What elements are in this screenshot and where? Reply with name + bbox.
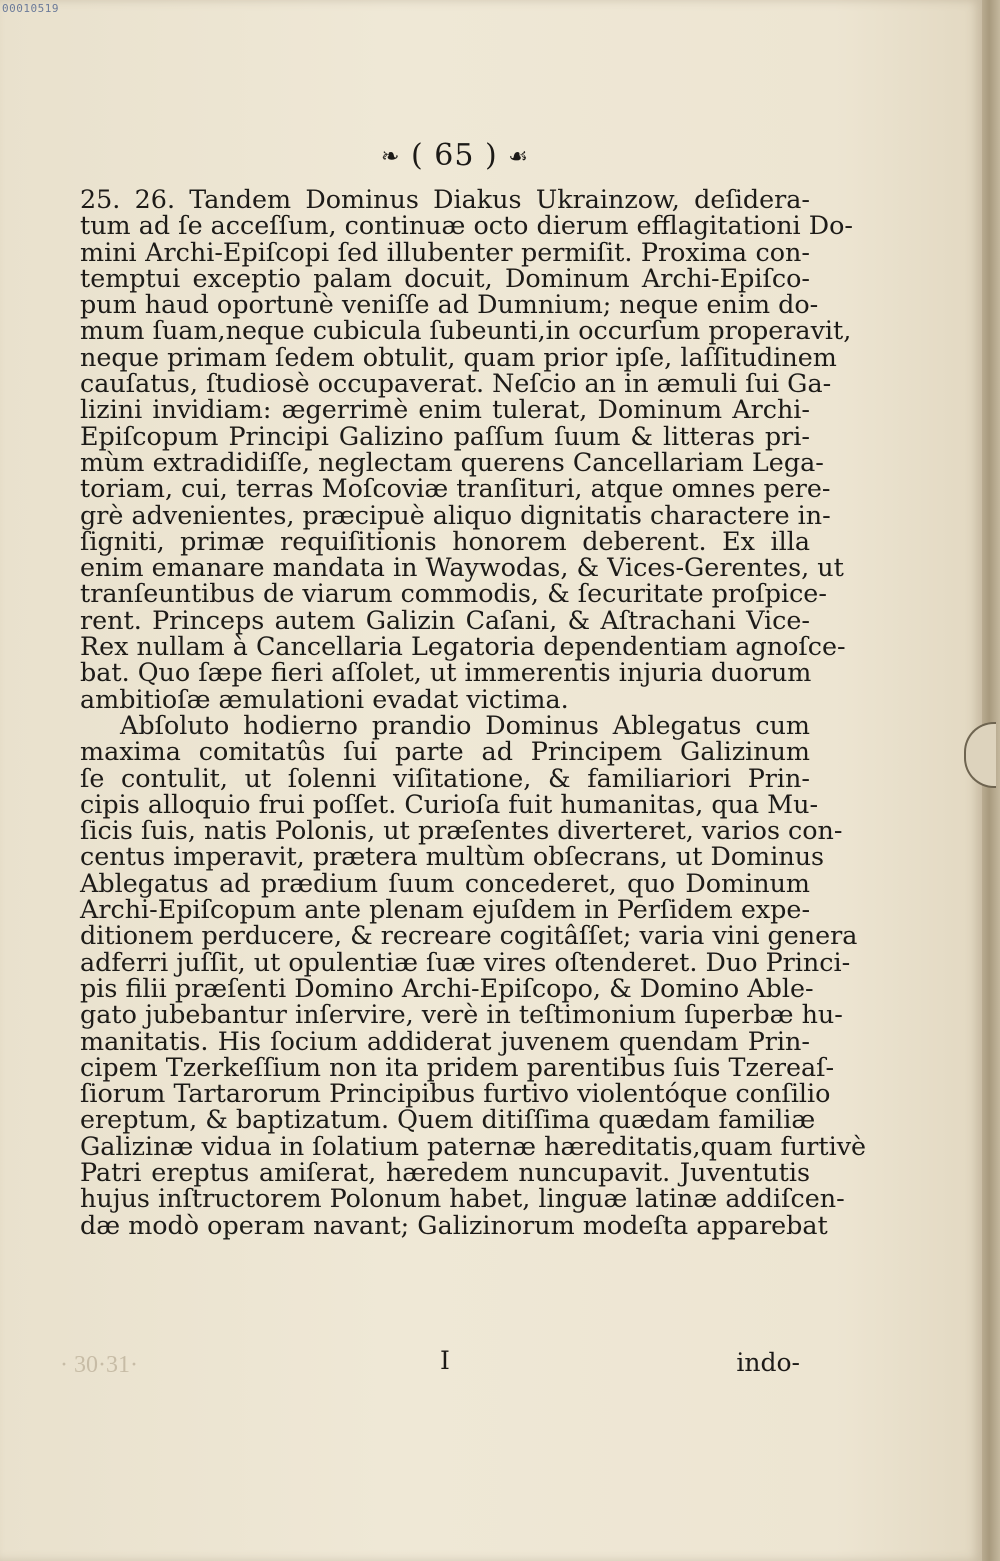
text-line: mùm extradidiſſe, neglectam querens Cancellariam Lega- (80, 446, 824, 477)
text-line: ſiorum Tartarorum Principibus furtivo violentóque conſilio (80, 1078, 831, 1109)
text-line: Ablegatus ad prædium ſuum concederet, quo Dominum (80, 867, 810, 898)
text-line: mum ſuam,neque cubicula ſubeunti,in occurſum properavit, (80, 315, 852, 346)
text-line: hujus inſtructorem Polonum habet, linguæ latinæ addiſcen- (80, 1183, 845, 1214)
body-text (80, 184, 867, 1240)
text-line: bat. Quo ſæpe fieri aſſolet, ut immerentis injuria duorum (80, 657, 812, 688)
page-number: ( 65 ) (411, 138, 498, 173)
text-line: adferri juſſit, ut opulentiæ ſuæ vires oſtenderet. Duo Princi- (80, 946, 851, 977)
text-line: Epiſcopum Principi Galizino paſſum ſuum & litteras pri- (80, 420, 810, 451)
library-stamp: 00010519 (2, 2, 59, 15)
text-line: Archi-Epiſcopum ante plenam ejuſdem in Perſidem expe- (80, 894, 811, 925)
text-line: ſicis ſuis, natis Polonis, ut præſentes diverteret, varios con- (80, 815, 843, 846)
text-line: centus imperavit, prætera multùm obſecrans, ut Dominus (80, 841, 825, 872)
signature-mark: I (440, 1346, 450, 1375)
text-line: ſigniti, primæ requiſitionis honorem deberent. Ex illa (80, 525, 810, 556)
text-line: toriam, cui, terras Moſcoviæ tranſituri, atque omnes pere- (80, 473, 831, 504)
text-line: manitatis. His ſocium addiderat juvenem quendam Prin- (80, 1025, 810, 1056)
text-line: maxima comitatûs ſui parte ad Principem Galizinum (80, 736, 810, 767)
text-line: Patri ereptus amiſerat, hæredem nuncupavit. Juventutis (80, 1156, 810, 1187)
text-line: gato jubebantur inſervire, verè in teſtimonium ſuperbæ hu- (80, 999, 843, 1030)
text-line: cipis alloquio frui poſſet. Curioſa fuit humanitas, qua Mu- (80, 788, 819, 819)
text-line: tranſeuntibus de viarum commodis, & ſecuritate proſpice- (80, 578, 827, 609)
text-line: Galizinæ vidua in ſolatium paternæ hæreditatis,quam furtivè (80, 1130, 867, 1161)
text-line: pum haud oportunè veniſſe ad Dumnium; neque enim do- (80, 289, 819, 320)
text-line: cipem Tzerkeſſium non ita pridem parentibus ſuis Tzereaſ- (80, 1051, 835, 1082)
text-line: dæ modò operam navant; Galizinorum modeſta apparebat (80, 1209, 828, 1240)
text-line: temptui exceptio palam docuit, Dominum Archi-Epiſco- (80, 262, 810, 293)
text-line: ambitioſæ æmulationi evadat victima. (80, 683, 569, 714)
text-line: neque primam ſedem obtulit, quam prior ipſe, laſſitudinem (80, 341, 837, 372)
catchword: indo- (736, 1348, 800, 1377)
page-header (360, 138, 550, 173)
text-line: lizini invidiam: ægerrimè enim tulerat, Dominum Archi- (80, 394, 810, 425)
text-line: cauſatus, ſtudiosè occupaverat. Neſcio an in æmuli ſui Ga- (80, 368, 832, 399)
ornament-right-icon: ☙ (508, 144, 529, 170)
text-line: enim emanare mandata in Waywodas, & Vices-Gerentes, ut (80, 552, 844, 583)
ornament-left-icon: ❧ (381, 144, 401, 170)
pencil-annotation: · 30·31· (60, 1352, 138, 1378)
text-line: Abſoluto hodierno prandio Dominus Ablegatus cum (120, 709, 810, 740)
text-line: grè advenientes, præcipuè aliquo dignitatis charactere in- (80, 499, 831, 530)
text-line: Rex nullam à Cancellaria Legatoria dependentiam agnoſce- (80, 631, 846, 662)
text-line: tum ad ſe acceſſum, continuæ octo dierum efflagitationi Do- (80, 210, 853, 241)
text-line: mini Archi-Epiſcopi ſed illubenter permiſit. Proxima con- (80, 236, 810, 267)
text-line: ditionem perducere, & recreare cogitâſſet; varia vini genera (80, 920, 858, 951)
text-line: pis filii præſenti Domino Archi-Epiſcopo, & Domino Able- (80, 972, 814, 1003)
text-line: 25. 26. Tandem Dominus Diakus Ukrainzow, deſidera- (80, 184, 810, 214)
text-line: rent. Princeps autem Galizin Caſani, & Aſtrachani Vice- (80, 604, 810, 635)
text-line: ſe contulit, ut ſolenni viſitatione, & familiariori Prin- (80, 762, 810, 793)
page-footer (80, 1346, 810, 1386)
text-line: ereptum, & baptizatum. Quem ditiſſima quædam familiæ (80, 1104, 816, 1135)
